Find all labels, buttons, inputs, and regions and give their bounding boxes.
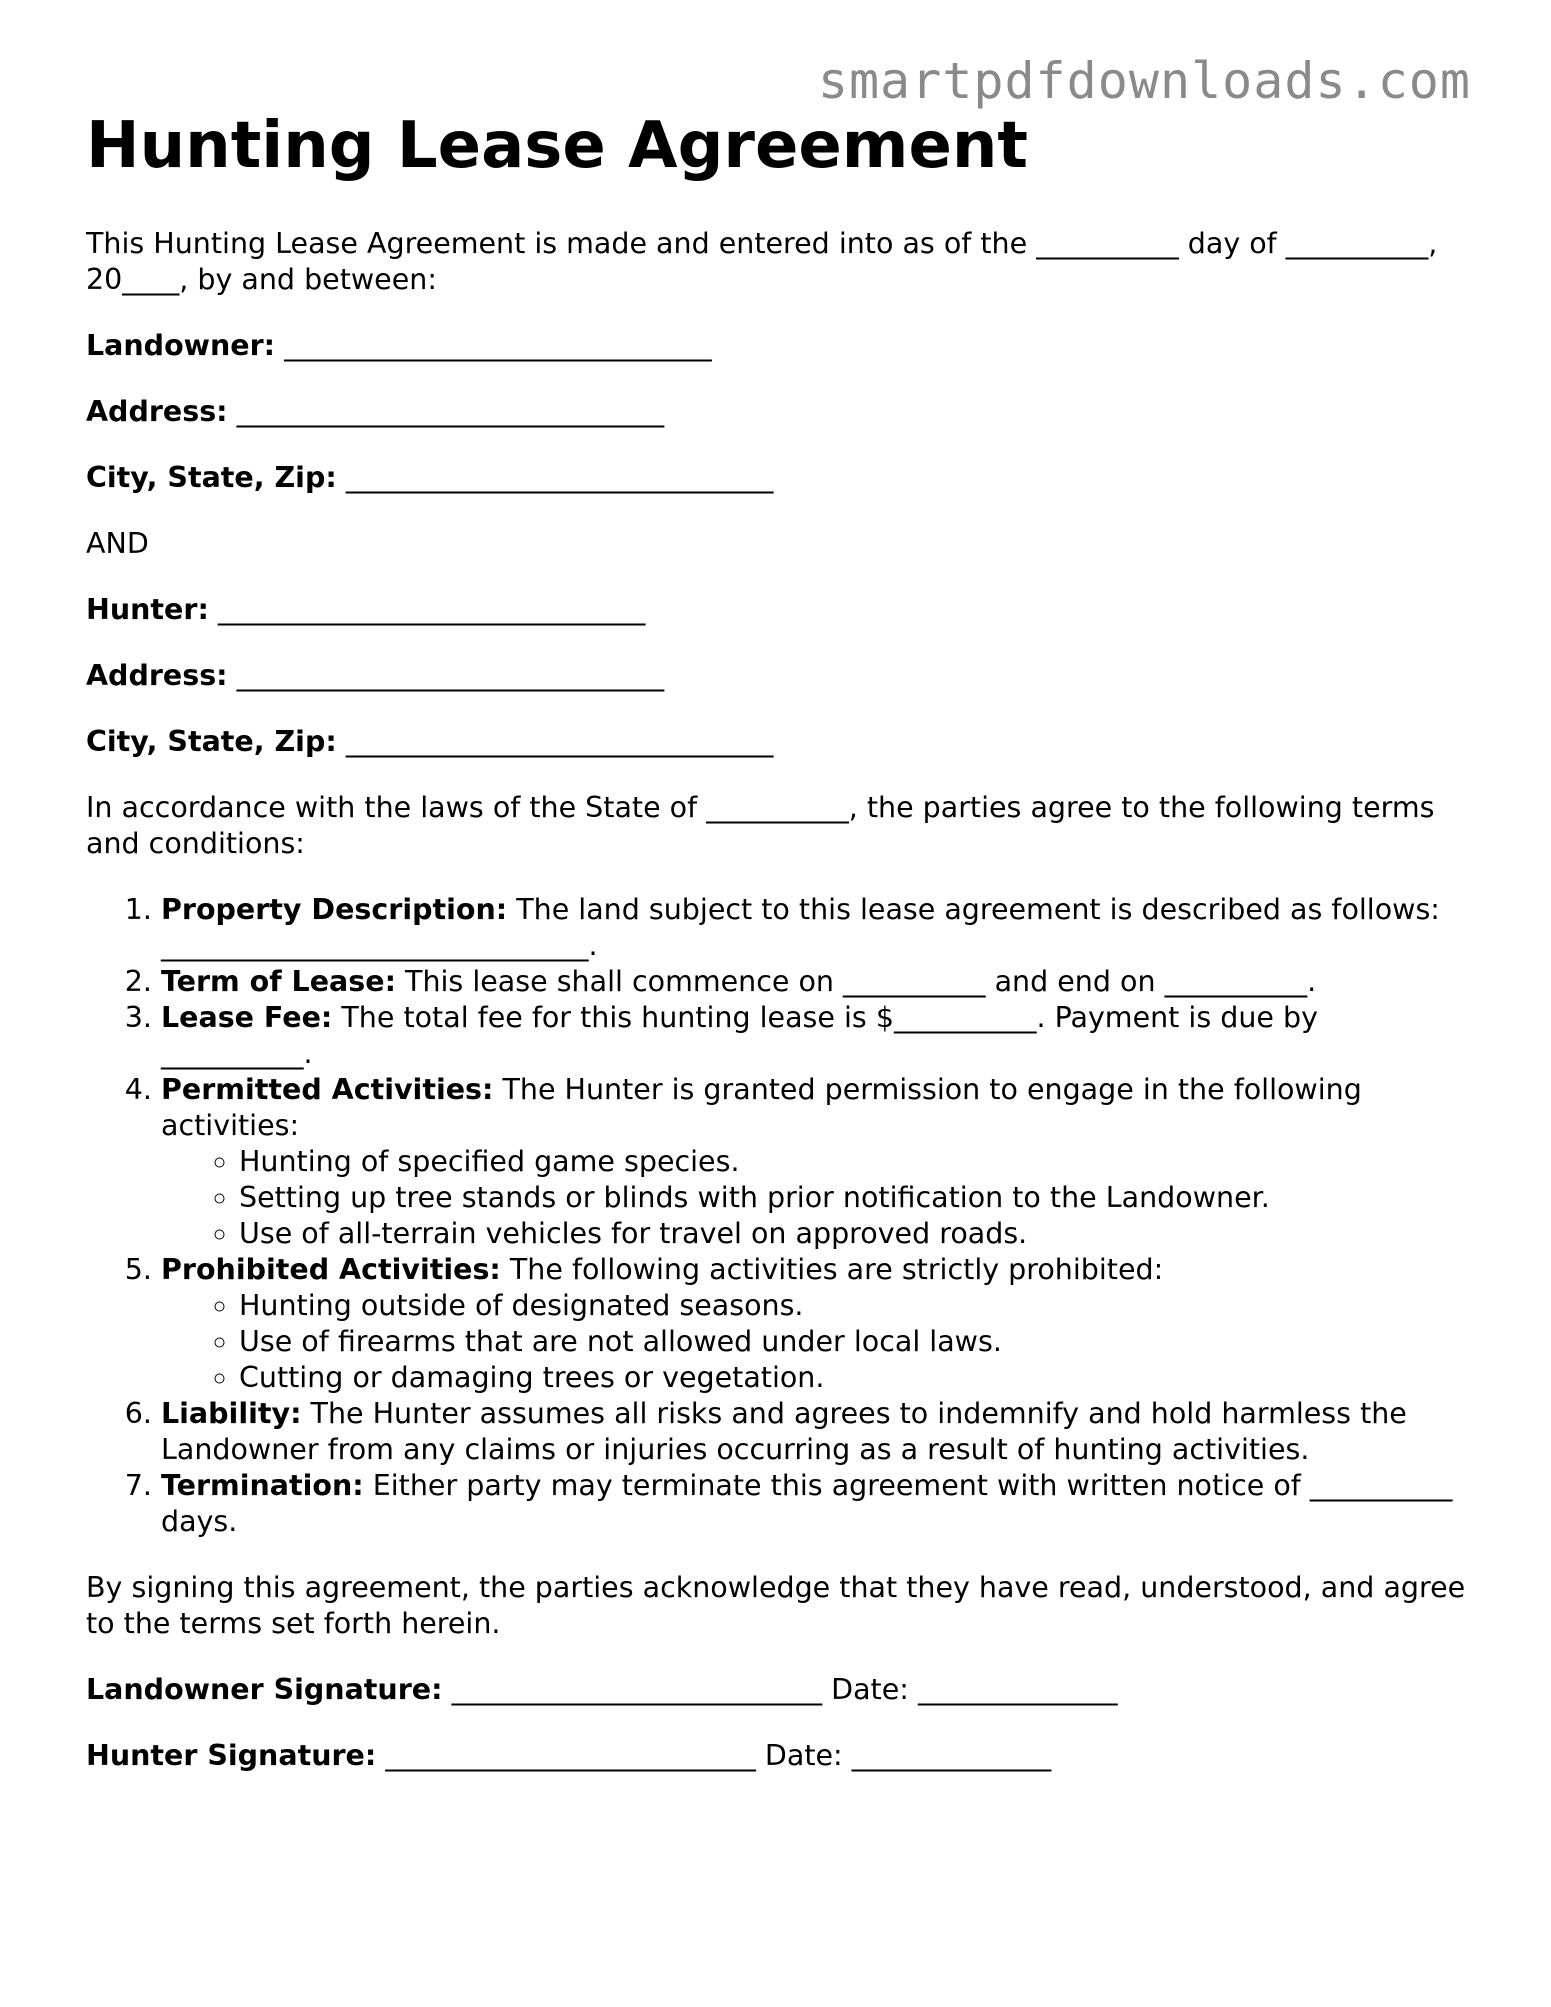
term-heading: Prohibited Activities: <box>161 1253 501 1286</box>
term-permitted-activities <box>161 1072 1466 1252</box>
landowner-date-label: Date: <box>831 1673 909 1706</box>
landowner-signature-label: Landowner Signature: <box>86 1673 443 1706</box>
hunter-name-blank[interactable]: ______________________________ <box>217 593 646 626</box>
hunter-date-blank[interactable]: ______________ <box>851 1739 1052 1772</box>
term-lease-fee <box>161 1000 1466 1072</box>
list-item: ◦ Hunting outside of designated seasons. <box>239 1288 1466 1324</box>
term-text: The Hunter assumes all risks and agrees to indemnify and hold harmless the Landowner from any claims or injuries occurring as a result of hunting activities. <box>161 1397 1407 1466</box>
hunter-date-label: Date: <box>764 1739 843 1772</box>
term-heading: Termination: <box>161 1469 364 1502</box>
hunter-city-label: City, State, Zip: <box>86 725 337 758</box>
term-text: Either party may terminate this agreement with written notice of __________ days. <box>161 1469 1453 1538</box>
landowner-signature-line <box>86 1672 1466 1708</box>
hunter-signature-line <box>86 1738 1466 1774</box>
hunter-address-label: Address: <box>86 659 228 692</box>
term-prohibited-activities <box>161 1252 1466 1396</box>
landowner-name-field <box>86 328 1466 364</box>
term-text: The land subject to this lease agreement is described as follows: ______________________________. <box>161 893 1440 962</box>
permitted-activities-list <box>161 1144 1466 1252</box>
landowner-address-label: Address: <box>86 395 228 428</box>
term-property-description <box>161 892 1466 964</box>
hunter-signature-blank[interactable]: __________________________ <box>385 1739 756 1772</box>
document-title: Hunting Lease Agreement <box>86 109 1028 183</box>
landowner-city-blank[interactable]: ______________________________ <box>345 461 774 494</box>
and-separator: AND <box>86 527 149 560</box>
term-lease-term <box>161 964 1466 1000</box>
landowner-signature-blank[interactable]: __________________________ <box>451 1673 823 1706</box>
hunter-city-blank[interactable]: ______________________________ <box>345 725 774 758</box>
hunter-name-label: Hunter: <box>86 593 209 626</box>
hunter-city-field <box>86 724 1466 760</box>
term-text: The following activities are strictly prohibited: <box>509 1253 1164 1286</box>
closing-paragraph: By signing this agreement, the parties acknowledge that they have read, understood, and agree to the terms set forth herein. <box>86 1571 1466 1640</box>
document-page <box>86 108 1466 1804</box>
watermark: smartpdfdownloads.com <box>817 52 1471 110</box>
term-text: The Hunter is granted permission to engage in the following activities: <box>161 1073 1362 1142</box>
landowner-city-field <box>86 460 1466 496</box>
term-heading: Liability: <box>161 1397 302 1430</box>
landowner-city-label: City, State, Zip: <box>86 461 337 494</box>
term-heading: Permitted Activities: <box>161 1073 494 1106</box>
term-text: The total fee for this hunting lease is $__________. Payment is due by __________. <box>161 1001 1318 1070</box>
landowner-name-label: Landowner: <box>86 329 276 362</box>
accordance-paragraph: In accordance with the laws of the State of __________, the parties agree to the following terms and conditions: <box>86 791 1435 860</box>
term-liability <box>161 1396 1466 1468</box>
landowner-name-blank[interactable]: ______________________________ <box>284 329 712 362</box>
hunter-name-field <box>86 592 1466 628</box>
hunter-address-field <box>86 658 1466 694</box>
landowner-address-blank[interactable]: ______________________________ <box>236 395 665 428</box>
landowner-address-field <box>86 394 1466 430</box>
term-heading: Lease Fee: <box>161 1001 333 1034</box>
terms-list <box>86 892 1466 1540</box>
hunter-address-blank[interactable]: ______________________________ <box>236 659 665 692</box>
term-heading: Term of Lease: <box>161 965 396 998</box>
list-item: ◦ Setting up tree stands or blinds with prior notification to the Landowner. <box>239 1180 1466 1216</box>
list-item: ◦ Use of all-terrain vehicles for travel on approved roads. <box>239 1216 1466 1252</box>
hunter-signature-label: Hunter Signature: <box>86 1739 377 1772</box>
list-item: ◦ Hunting of specified game species. <box>239 1144 1466 1180</box>
prohibited-activities-list <box>161 1288 1466 1396</box>
term-text: This lease shall commence on __________ and end on __________. <box>405 965 1317 998</box>
landowner-date-blank[interactable]: ______________ <box>917 1673 1118 1706</box>
term-heading: Property Description: <box>161 893 508 926</box>
term-termination <box>161 1468 1466 1540</box>
list-item: ◦ Use of firearms that are not allowed under local laws. <box>239 1324 1466 1360</box>
list-item: ◦ Cutting or damaging trees or vegetation. <box>239 1360 1466 1396</box>
intro-paragraph: This Hunting Lease Agreement is made and entered into as of the __________ day of __________, 20____, by and between: <box>86 227 1438 296</box>
